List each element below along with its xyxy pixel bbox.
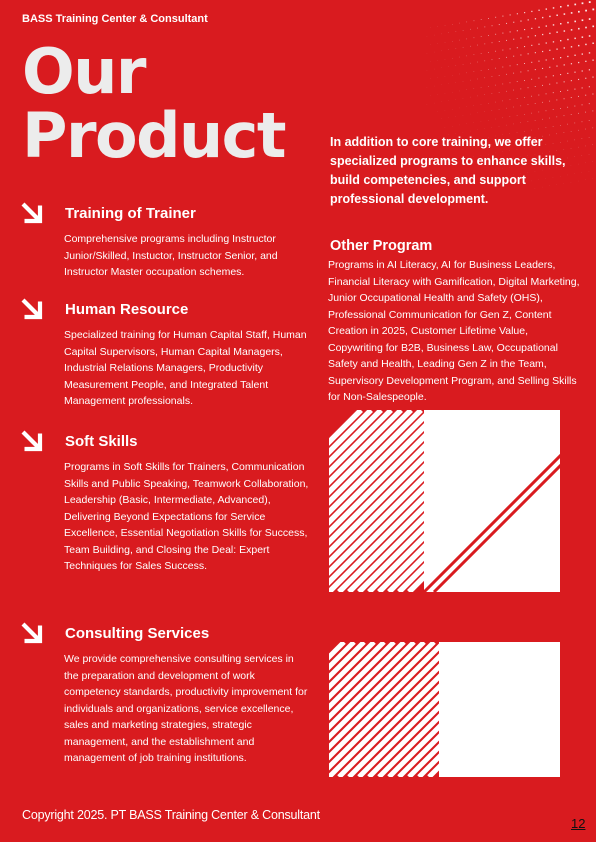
section-title: Training of Trainer <box>65 204 196 222</box>
stripe-graphic-top <box>329 410 560 592</box>
arrow-down-right-icon <box>20 621 44 645</box>
section-soft-skills <box>20 429 310 575</box>
section-title: Soft Skills <box>65 432 138 450</box>
section-body: We provide comprehensive consulting services in the preparation and development of work competency standards, productivity improvement for individuals and organizations, service excellence, sales and marketing strategies, strategic management, and the establishment and management of job training institutions. <box>64 653 308 764</box>
title-line-2: Product <box>22 99 286 172</box>
arrow-down-right-icon <box>20 297 44 321</box>
stripe-graphic-bottom <box>329 642 560 777</box>
section-consulting-services <box>20 621 310 767</box>
title-line-1: Our <box>22 35 145 108</box>
section-body: Comprehensive programs including Instructor Junior/Skilled, Instuctor, Instructor Senior, and Instructor Master occupation schemes. <box>64 233 278 278</box>
arrow-down-right-icon <box>20 429 44 453</box>
footer-copyright: Copyright 2025. PT BASS Training Center & Consultant <box>22 808 320 822</box>
page-number[interactable]: 12 <box>571 816 586 831</box>
section-body: Specialized training for Human Capital Staff, Human Capital Supervisors, Human Capital Managers, Industrial Relations Managers, Productivity Measurement People, and Integrated Talent Management professionals. <box>64 329 307 407</box>
arrow-down-right-icon <box>20 201 44 225</box>
section-title: Consulting Services <box>65 624 210 642</box>
other-program-title: Other Program <box>330 238 433 254</box>
intro-text: In addition to core training, we offer specialized programs to enhance skills, build competencies, and support professional development. <box>330 135 566 206</box>
other-program-body: Programs in AI Literacy, AI for Business Leaders, Financial Literacy with Gamification, Digital Marketing, Junior Occupational Health and Safety (OHS), Professional Communication for Gen Z, Content Creation in 2025, Customer Lifetime Value, Copywriting for B2B, Business Law, Occupational Safety and Health, Leading Gen Z in the Team, Supervisory Development Program, and Selling Skills for Non-Salespeople. <box>328 259 580 403</box>
section-body: Programs in Soft Skills for Trainers, Communication Skills and Public Speaking, Teamwork Collaboration, Leadership (Basic, Intermediate, Advanced), Delivering Beyond Expectations for Service Excellence, Essential Negotiation Skills for Success, Team Building, and Closing the Deal: Expert Techniques for Sales Success. <box>64 461 309 572</box>
section-human-resource <box>20 297 310 410</box>
section-title: Human Resource <box>65 300 189 318</box>
section-training-of-trainer <box>20 201 310 281</box>
page-title <box>22 35 286 172</box>
company-name: BASS Training Center & Consultant <box>22 13 208 25</box>
